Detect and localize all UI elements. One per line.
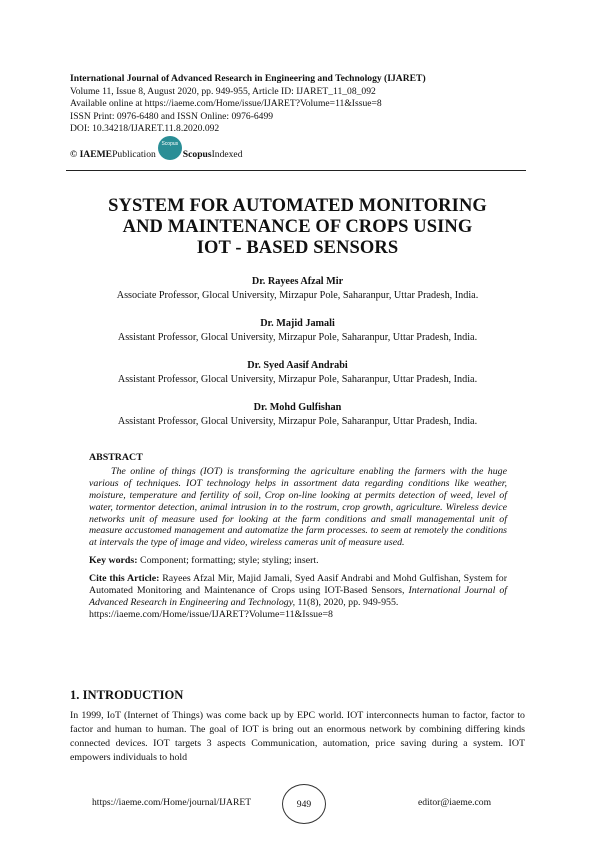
title-line: SYSTEM FOR AUTOMATED MONITORING: [108, 196, 487, 216]
scopus-label: Scopus: [182, 148, 212, 160]
section-body: In 1999, IoT (Internet of Things) was come back up by EPC world. IOT interconnects human to factor, factor to factor and human to human. The goal of IOT is bring out an enormous network by combining differing kinds connected devices. IOT targets 3 aspects Communication, automation, price saving during a system. IOT empowers individuals to hold: [70, 710, 525, 764]
scopus-logo-icon: [158, 136, 182, 160]
cite-journal: International Journal of Advanced Research in Engineering and Technology,: [89, 585, 507, 608]
volume-line: Volume 11, Issue 8, August 2020, pp. 949-955, Article ID: IJARET_11_08_092: [70, 85, 376, 97]
cite-pages: 11(8), 2020, pp. 949-955.: [295, 596, 399, 608]
publisher-suffix: Publication: [112, 148, 156, 160]
indexed-label: Indexed: [211, 148, 243, 160]
page-number: 949: [282, 784, 326, 824]
keywords: [89, 555, 507, 567]
section-heading: 1. INTRODUCTION: [70, 688, 184, 702]
page-footer: [0, 784, 595, 824]
author-name: Dr. Majid Jamali: [260, 318, 335, 329]
issn-line: ISSN Print: 0976-6480 and ISSN Online: 0976-6499: [70, 110, 274, 122]
scopus-logo-text: Scopus: [161, 141, 179, 147]
author-affiliation: Assistant Professor, Glocal University, Mirzapur Pole, Saharanpur, Uttar Pradesh, India.: [117, 332, 478, 343]
doi-line: DOI: 10.34218/IJARET.11.8.2020.092: [70, 123, 220, 135]
header-divider: [66, 170, 526, 171]
author-name: Dr. Mohd Gulfishan: [253, 402, 342, 413]
title-line: AND MAINTENANCE OF CROPS USING: [122, 217, 473, 237]
author-entry: [70, 401, 525, 429]
author-affiliation: Assistant Professor, Glocal University, Mirzapur Pole, Saharanpur, Uttar Pradesh, India.: [117, 374, 478, 385]
footer-url-link[interactable]: https://iaeme.com/Home/journal/IJARET: [92, 797, 252, 808]
abstract-heading: ABSTRACT: [89, 452, 143, 463]
author-name: Dr. Syed Aasif Andrabi: [247, 360, 348, 371]
author-affiliation: Associate Professor, Glocal University, Mirzapur Pole, Saharanpur, Uttar Pradesh, India.: [116, 290, 479, 301]
cite-url-link[interactable]: https://iaeme.com/Home/issue/IJARET?Volume=11&Issue=8: [89, 608, 333, 620]
abstract-text: The online of things (IOT) is transforming the agriculture enabling the farmers with the huge various of techniques. IOT technology helps in assortment data regarding conditions like weather, moisture, temperature and fertility of soil, Crop on-line looking at permits detection of weed, level of water, tormentor detection, animal intrusion in to the rostrum, crop growth, agriculture. Wireless device networks unit of measure used for looking at the farm conditions and small managemental unit of measure accustomed management and automatize the farm processes. to seem at remotely the conditions at intervals the type of image and video, wireless cameras unit of measure used.: [89, 465, 507, 549]
citation: [89, 573, 507, 621]
journal-name: International Journal of Advanced Research in Engineering and Technology (IJARET): [70, 73, 426, 84]
author-entry: [70, 275, 525, 303]
abstract-section: [89, 452, 507, 621]
author-name: Dr. Rayees Afzal Mir: [251, 276, 344, 287]
author-entry: [70, 359, 525, 387]
publisher-prefix: © IAEME: [70, 148, 113, 160]
keywords-text: Component; formatting; style; styling; insert.: [137, 555, 319, 567]
publisher-row: [70, 142, 243, 166]
cite-text: Rayees Afzal Mir, Majid Jamali, Syed Aasif Andrabi and Mohd Gulfishan, System for Automated Monitoring and Maintenance of Crops using IOT-Based Sensors,: [89, 573, 507, 597]
keywords-label: Key words:: [89, 555, 138, 567]
journal-header: [70, 73, 530, 136]
title-line: IOT - BASED SENSORS: [196, 238, 399, 258]
author-list: [70, 275, 525, 443]
author-affiliation: Assistant Professor, Glocal University, Mirzapur Pole, Saharanpur, Uttar Pradesh, India.: [117, 416, 478, 427]
cite-label: Cite this Article:: [89, 573, 160, 585]
author-entry: [70, 317, 525, 345]
paper-title: [70, 196, 525, 259]
available-online-line: Available online at https://iaeme.com/Home/issue/IJARET?Volume=11&Issue=8: [70, 98, 382, 110]
footer-email-link[interactable]: editor@iaeme.com: [418, 797, 492, 808]
